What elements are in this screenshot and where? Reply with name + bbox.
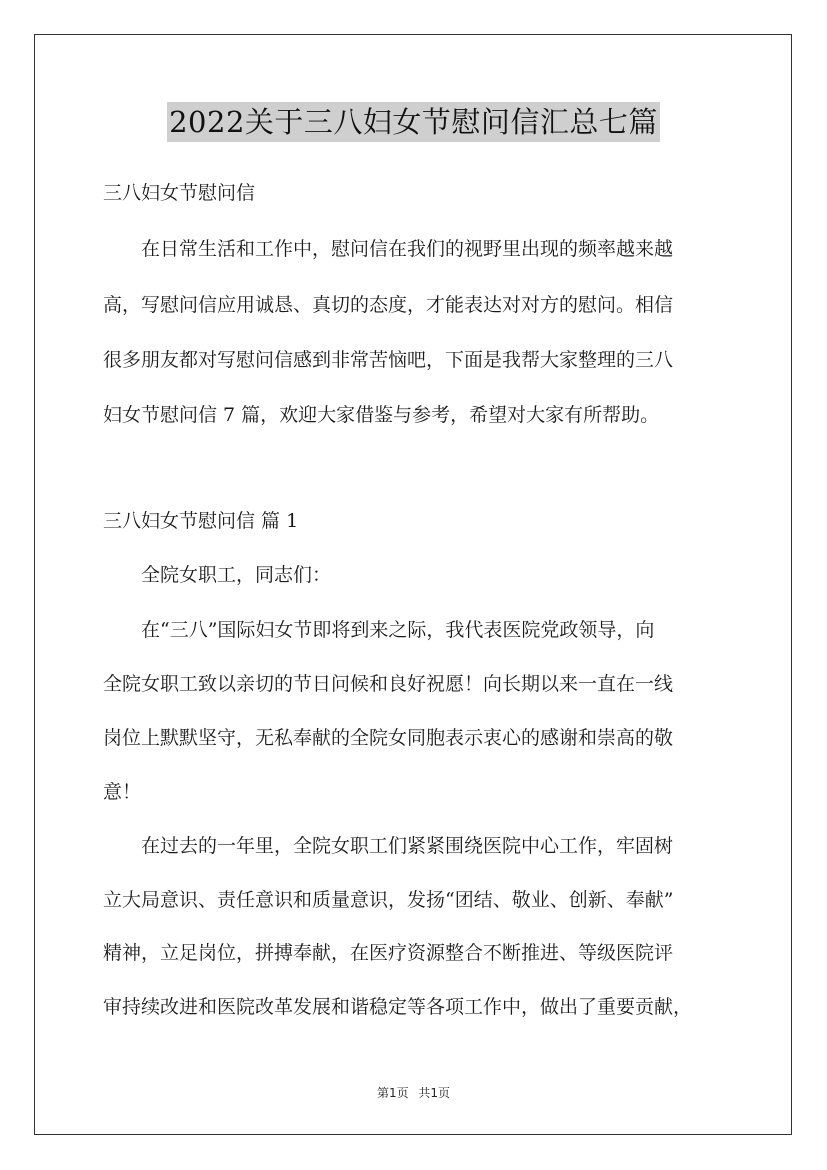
paragraph-line: 意！ [103,781,142,803]
paragraph-line: 在“三八”国际妇女节即将到来之际，我代表医院党政领导，向 [141,619,655,641]
paragraph-line: 审持续改进和医院改革发展和谐稳定等各项工作中，做出了重要贡献， [103,996,693,1018]
intro-line: 高，写慰问信应用诚恳、真切的态度，才能表达对对方的慰问。相信 [103,294,674,316]
intro-line: 妇女节慰问信 7 篇，欢迎大家借鉴与参考，希望对大家有所帮助。 [103,404,660,426]
intro-line: 很多朋友都对写慰问信感到非常苦恼吧，下面是我帮大家整理的三八 [103,349,674,371]
title-container [0,102,827,142]
paragraph-line: 全院女职工致以亲切的节日问候和良好祝愿！向长期以来一直在一线 [103,673,674,695]
intro-heading: 三八妇女节慰问信 [103,182,256,204]
salutation: 全院女职工，同志们： [141,564,332,586]
document-title: 2022关于三八妇女节慰问信汇总七篇 [167,102,660,142]
page-number: 第1页 [376,1086,409,1100]
intro-line: 在日常生活和工作中，慰问信在我们的视野里出现的频率越来越 [141,238,674,260]
section-heading: 三八妇女节慰问信 篇 1 [103,510,299,532]
paragraph-line: 精神，立足岗位，拼搏奉献，在医疗资源整合不断推进、等级医院评 [103,942,674,964]
paragraph-line: 立大局意识、责任意识和质量意识，发扬“团结、敬业、创新、奉献” [103,889,674,911]
page-total: 共1页 [418,1086,451,1100]
paragraph-line: 岗位上默默坚守，无私奉献的全院女同胞表示衷心的感谢和崇高的敬 [103,727,674,749]
paragraph-line: 在过去的一年里，全院女职工们紧紧围绕医院中心工作，牢固树 [141,835,674,857]
page-footer [0,1084,827,1101]
